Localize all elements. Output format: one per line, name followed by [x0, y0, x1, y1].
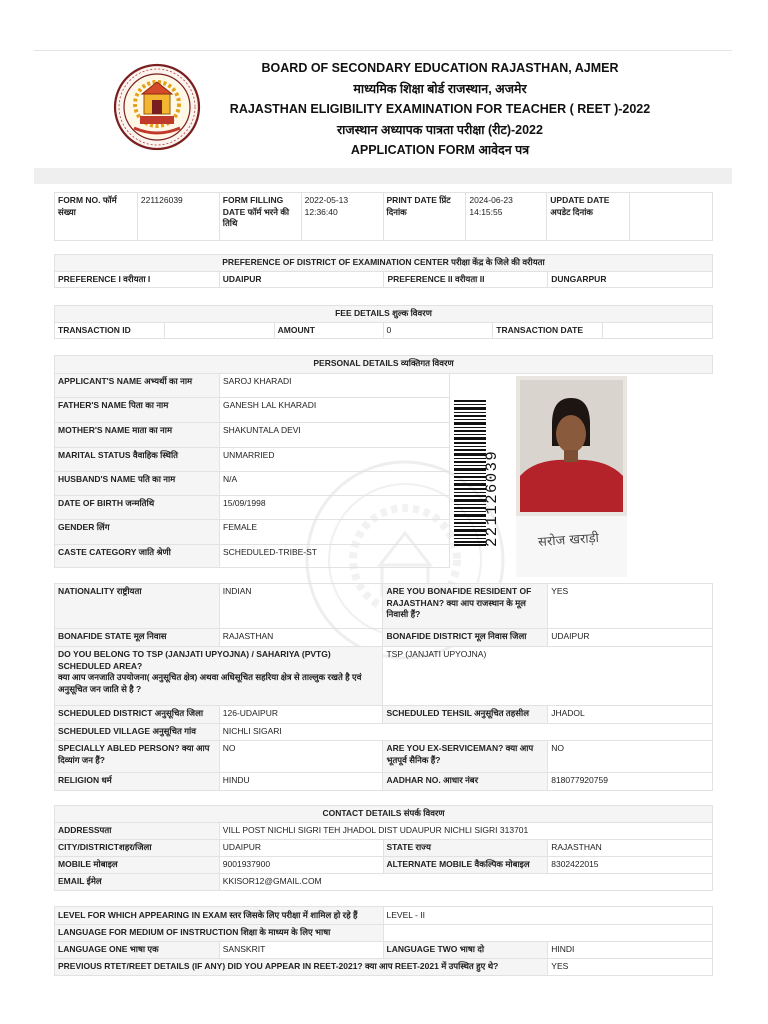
other-details-table — [54, 583, 713, 791]
contact-section-title: CONTACT DETAILS संपर्क विवरण — [55, 806, 713, 823]
marital-status-value: UNMARRIED — [220, 448, 450, 472]
preference-2-label: PREFERENCE II वरीयता II — [384, 271, 548, 288]
state-value: RAJASTHAN — [548, 840, 713, 857]
mother-name-label: MOTHER'S NAME माता का नाम — [55, 423, 220, 448]
form-no-label: FORM NO. फॉर्म संख्या — [55, 193, 138, 241]
previous-reet-value: YES — [548, 959, 713, 976]
form-barcode — [454, 400, 486, 546]
husband-name-label: HUSBAND'S NAME पति का नाम — [55, 472, 220, 496]
marital-status-label: MARITAL STATUS वैवाहिक स्थिति — [55, 448, 220, 472]
transaction-date-label: TRANSACTION DATE — [493, 322, 603, 339]
board-logo-emblem — [112, 60, 202, 154]
applicant-name-value: SAROJ KHARADI — [220, 374, 450, 398]
language-two-label: LANGUAGE TWO भाषा दो — [383, 942, 548, 959]
print-date-label: PRINT DATE प्रिंट दिनांक — [383, 193, 466, 241]
religion-label: RELIGION धर्म — [55, 773, 220, 791]
bonafide-state-value: RAJASTHAN — [219, 629, 383, 647]
alternate-mobile-label: ALTERNATE MOBILE वैकल्पिक मोबाइल — [383, 857, 548, 874]
ex-serviceman-label: ARE YOU EX-SERVICEMAN? क्या आप भूतपूर्व सैनिक हैं? — [383, 741, 548, 773]
father-name-label: FATHER'S NAME पिता का नाम — [55, 398, 220, 423]
bonafide-district-label: BONAFIDE DISTRICT मूल निवास जिला — [383, 629, 548, 647]
bonafide-state-label: BONAFIDE STATE मूल निवास — [55, 629, 220, 647]
caste-category-label: CASTE CATEGORY जाति श्रेणी — [55, 545, 220, 568]
barcode-number: 221126039 — [483, 449, 501, 547]
specially-abled-label: SPECIALLY ABLED PERSON? क्या आप दिव्यांग जन हैं? — [55, 741, 220, 773]
transaction-id-value — [164, 322, 274, 339]
gender-value: FEMALE — [220, 520, 450, 545]
preference-section-title: PREFERENCE OF DISTRICT OF EXAMINATION CENTER परीक्षा केंद्र के जिले की वरीयता — [55, 255, 713, 272]
preference-2-value: DUNGARPUR — [548, 271, 713, 288]
language-one-value: SANSKRIT — [219, 942, 383, 959]
scheduled-village-value: NICHLI SIGARI — [219, 724, 712, 741]
level-value: LEVEL - II — [383, 907, 712, 925]
medium-label: LANGUAGE FOR MEDIUM OF INSTRUCTION शिक्षा के माध्यम के लिए भाषा — [55, 925, 384, 942]
ex-serviceman-value: NO — [548, 741, 713, 773]
header-band — [34, 168, 732, 184]
personal-section-title: PERSONAL DETAILS व्यक्तिगत विवरण — [55, 356, 713, 374]
medium-value — [383, 925, 712, 942]
preference-1-label: PREFERENCE I वरीयता I — [55, 271, 220, 288]
email-label: EMAIL ईमेल — [55, 874, 220, 891]
mother-name-value: SHAKUNTALA DEVI — [220, 423, 450, 448]
bonafide-district-value: UDAIPUR — [548, 629, 713, 647]
tsp-question — [55, 647, 383, 706]
city-label: CITY/DISTRICTशहर/जिला — [55, 840, 220, 857]
contact-details-table — [54, 805, 713, 891]
transaction-date-value — [603, 322, 713, 339]
scheduled-village-label: SCHEDULED VILLAGE अनुसूचित गांव — [55, 724, 220, 741]
alternate-mobile-value: 8302422015 — [548, 857, 713, 874]
state-label: STATE राज्य — [383, 840, 548, 857]
language-two-value: HINDI — [548, 942, 713, 959]
board-name-english: BOARD OF SECONDARY EDUCATION RAJASTHAN, AJMER — [261, 61, 619, 75]
nationality-label: NATIONALITY राष्ट्रीयता — [55, 584, 220, 629]
level-label: LEVEL FOR WHICH APPEARING IN EXAM स्तर जिसके लिए परीक्षा में शामिल हो रहे हैं — [55, 907, 384, 925]
bonafide-resident-label: ARE YOU BONAFIDE RESIDENT OF RAJASTHAN? क्या आप राजस्थान के मूल निवासी हैं? — [383, 584, 548, 629]
preference-table — [54, 254, 713, 288]
exam-name-english: RAJASTHAN ELIGIBILITY EXAMINATION FOR TEACHER ( REET )-2022 — [229, 102, 651, 116]
nationality-value: INDIAN — [219, 584, 383, 629]
address-value: VILL POST NICHLI SIGRI TEH JHADOL DIST UDAUPUR NICHLI SIGRI 313701 — [219, 823, 712, 840]
language-one-label: LANGUAGE ONE भाषा एक — [55, 942, 220, 959]
filling-date-value: 2022-05-13 12:36:40 — [301, 193, 383, 241]
applicant-name-label: APPLICANT'S NAME अभ्यर्थी का नाम — [55, 374, 220, 398]
caste-category-value: SCHEDULED-TRIBE-ST — [220, 545, 450, 568]
aadhar-label: AADHAR NO. आधार नंबर — [383, 773, 548, 791]
email-value: KKISOR12@GMAIL.COM — [219, 874, 712, 891]
address-label: ADDRESSपता — [55, 823, 220, 840]
applicant-signature: सरोज खराड़ी — [537, 530, 600, 551]
update-date-value — [630, 193, 713, 241]
city-value: UDAIPUR — [219, 840, 383, 857]
top-rule — [34, 50, 732, 51]
amount-value: 0 — [383, 322, 493, 339]
fee-section-title: FEE DETAILS शुल्क विवरण — [55, 306, 713, 323]
exam-details-table — [54, 906, 713, 976]
previous-reet-label: PREVIOUS RTET/REET DETAILS (IF ANY) DID YOU APPEAR IN REET-2021? क्या आप REET-2021 में उपस्थित हुए थे? — [55, 959, 548, 976]
filling-date-label: FORM FILLING DATE फॉर्म भरने की तिथि — [219, 193, 301, 241]
amount-label: AMOUNT — [274, 322, 383, 339]
scheduled-tehsil-label: SCHEDULED TEHSIL अनुसूचित तहसील — [383, 706, 548, 724]
form-no-value: 221126039 — [137, 193, 219, 241]
scheduled-tehsil-value: JHADOL — [548, 706, 713, 724]
bonafide-resident-value: YES — [548, 584, 713, 629]
print-date-value: 2024-06-23 14:15:55 — [466, 193, 547, 241]
fee-table — [54, 305, 713, 339]
mobile-value: 9001937900 — [219, 857, 383, 874]
dob-value: 15/09/1998 — [220, 496, 450, 520]
husband-name-value: N/A — [220, 472, 450, 496]
form-info-table — [54, 192, 713, 241]
form-header — [215, 58, 665, 161]
father-name-value: GANESH LAL KHARADI — [220, 398, 450, 423]
transaction-id-label: TRANSACTION ID — [55, 322, 165, 339]
religion-value: HINDU — [219, 773, 383, 791]
update-date-label: UPDATE DATE अपडेट दिनांक — [547, 193, 630, 241]
tsp-value: TSP (JANJATI UPYOJNA) — [383, 647, 713, 706]
mobile-label: MOBILE मोबाइल — [55, 857, 220, 874]
exam-name-hindi: राजस्थान अध्यापक पात्रता परीक्षा (रीट)-2022 — [337, 122, 543, 137]
gender-label: GENDER लिंग — [55, 520, 220, 545]
tsp-question-english: DO YOU BELONG TO TSP (JANJATI UPYOJNA) / SAHARIYA (PVTG) SCHEDULED AREA? — [58, 649, 331, 671]
signature-box — [516, 516, 627, 577]
specially-abled-value: NO — [219, 741, 383, 773]
preference-1-value: UDAIPUR — [219, 271, 384, 288]
tsp-question-hindi: क्या आप जनजाति उपयोजना( अनुसूचित क्षेत्र) अथवा अधिसूचित सहरिया क्षेत्र से ताल्लुक रखते है एवं अनुसूचित जन जाति से है ? — [58, 672, 362, 694]
aadhar-value: 818077920759 — [548, 773, 713, 791]
board-name-hindi: माध्यमिक शिक्षा बोर्ड राजस्थान, अजमेर — [353, 81, 527, 96]
form-title: APPLICATION FORM आवेदन पत्र — [350, 143, 530, 157]
dob-label: DATE OF BIRTH जन्मतिथि — [55, 496, 220, 520]
scheduled-district-label: SCHEDULED DISTRICT अनुसूचित जिला — [55, 706, 220, 724]
applicant-photo — [516, 376, 627, 516]
scheduled-district-value: 126-UDAIPUR — [219, 706, 383, 724]
